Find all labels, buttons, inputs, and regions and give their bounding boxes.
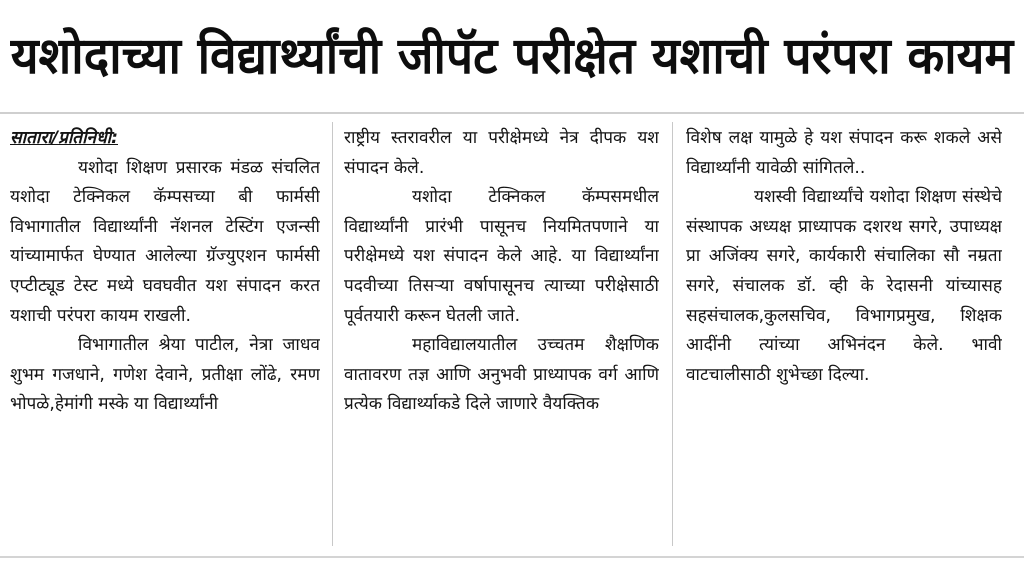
paragraph: महाविद्यालयातील उच्चतम शैक्षणिक वातावरण तज्ञ आणि अनुभवी प्राध्यापक वर्ग आणि प्रत्येक विद्यार्थ्याकडे दिले जाणारे वैयक्तिक	[344, 335, 659, 415]
paragraph: यशोदा टेक्निकल कॅम्पसमधील विद्यार्थ्यांनी प्रारंभी पासूनच नियमितपणाने या परीक्षेमध्ये यश संपादन केले आहे. या विद्यार्थ्यांना पदवीच्या तिसऱ्या वर्षापासूनच त्याच्या परीक्षेसाठी पूर्वतयारी करून घेतली जाते.	[344, 187, 659, 326]
article-column-1	[10, 124, 320, 554]
column-divider	[332, 122, 333, 546]
dateline: सातारा/प्रतिनिधी:	[10, 128, 118, 148]
paragraph: राष्ट्रीय स्तरावरील या परीक्षेमध्ये नेत्र दीपक यश संपादन केले.	[344, 128, 659, 178]
article-column-2	[344, 124, 659, 554]
paragraph: विभागातील श्रेया पाटील, नेत्रा जाधव शुभम गजधाने, गणेश देवाने, प्रतीक्षा लोंढे, रमण भोपळे,हेमांगी मस्के या विद्यार्थ्यांनी	[10, 335, 320, 415]
bottom-divider	[0, 556, 1024, 558]
column-divider	[672, 122, 673, 546]
article-column-3	[686, 124, 1002, 554]
headline-divider	[0, 112, 1024, 114]
paragraph: यशस्वी विद्यार्थ्यांचे यशोदा शिक्षण संस्थेचे संस्थापक अध्यक्ष प्राध्यापक दशरथ सगरे, उपाध्यक्ष प्रा अजिंक्य सगरे, कार्यकारी संचालिका सौ नम्रता सगरे, संचालक डॉ. व्ही के रेदासनी यांच्यासह सहसंचालक,कुलसचिव, विभागप्रमुख, शिक्षक आदींनी त्यांच्या अभिनंदन केले. भावी वाटचालीसाठी शुभेच्छा दिल्या.	[686, 187, 1002, 385]
paragraph: विशेष लक्ष यामुळे हे यश संपादन करू शकले असे विद्यार्थ्यांनी यावेळी सांगितले..	[686, 128, 1002, 178]
paragraph	[10, 124, 320, 154]
paragraph: यशोदा शिक्षण प्रसारक मंडळ संचलित यशोदा टेक्निकल कॅम्पसच्या बी फार्मसी विभागातील विद्यार्थ्यांनी नॅशनल टेस्टिंग एजन्सी यांच्यामार्फत घेण्यात आलेल्या ग्रॅज्युएशन फार्मसी एप्टीट्यूड टेस्ट मध्ये घवघवीत यश संपादन करत यशाची परंपरा कायम राखली.	[10, 157, 320, 326]
headline: यशोदाच्या विद्यार्थ्यांची जीपॅट परीक्षेत यशाची परंपरा कायम	[10, 26, 1014, 86]
